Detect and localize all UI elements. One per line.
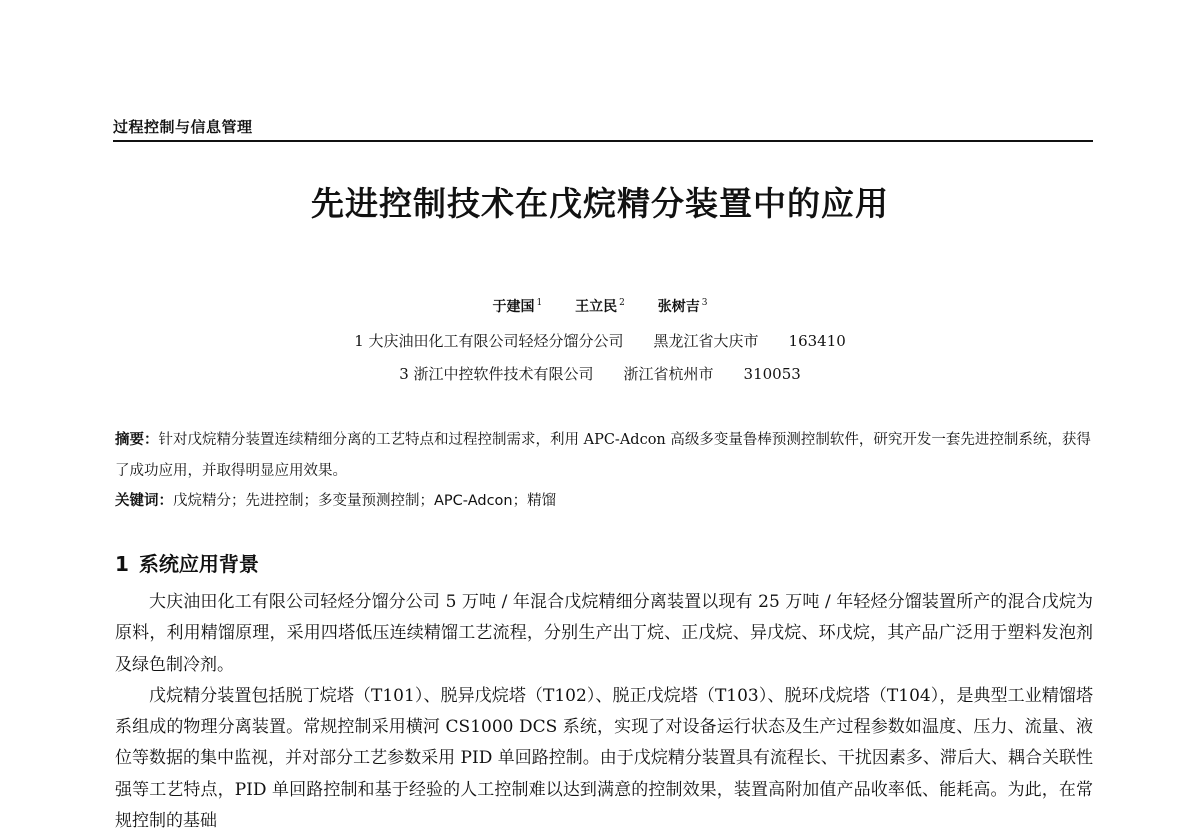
- author: 张树吉 $^3$: [657, 298, 708, 315]
- author-list: [0, 296, 1200, 316]
- affiliation-postcode: 163410: [788, 332, 846, 350]
- affiliation-location: 浙江省杭州市: [623, 365, 714, 383]
- affiliation-org: 1 大庆油田化工有限公司轻烃分馏分公司: [354, 332, 624, 350]
- keywords-label: 关键词：: [115, 493, 173, 509]
- keywords-text: 戊烷精分；先进控制；多变量预测控制；APC-Adcon；精馏: [173, 493, 557, 509]
- body-paragraph: 大庆油田化工有限公司轻烃分馏分公司 5 万吨 / 年混合戊烷精细分离装置以现有 25 万吨 / 年轻烃分馏装置所产的混合戊烷为原料，利用精馏原理，采用四塔低压连续精馏工艺流程，分别生产出丁烷、正戊烷、异戊烷、环戊烷，其产品广泛用于塑料发泡剂及绿色制冷剂。: [115, 592, 1093, 675]
- abstract-text: 针对戊烷精分装置连续精细分离的工艺特点和过程控制需求，利用 APC-Adcon 高级多变量鲁棒预测控制软件，研究开发一套先进控制系统，获得了成功应用，并取得明显应用效果。: [115, 432, 1091, 479]
- affiliation-org: 3 浙江中控软件技术有限公司: [399, 365, 594, 383]
- section-body: [115, 587, 1093, 837]
- affiliation: [0, 363, 1200, 384]
- header-rule: [113, 140, 1093, 142]
- section-title: 系统应用背景: [138, 552, 259, 576]
- abstract-label: 摘要：: [115, 432, 159, 448]
- body-paragraph: 戊烷精分装置包括脱丁烷塔（T101）、脱异戊烷塔（T102）、脱正戊烷塔（T103）、脱环戊烷塔（T104），是典型工业精馏塔系组成的物理分离装置。常规控制采用横河 CS1000 DCS 系统，实现了对设备运行状态及生产过程参数如温度、压力、流量、液位等数据的集中监视，并对部分工艺参数采用 PID 单回路控制。由于戊烷精分装置具有流程长、干扰因素多、滞后大、耦合关联性强等工艺特点，PID 单回路控制和基于经验的人工控制难以达到满意的控制效果，装置高附加值产品收率低、能耗高。为此，在常规控制的基础: [115, 685, 1093, 832]
- journal-section-tag: 过程控制与信息管理: [113, 118, 253, 136]
- abstract: [115, 425, 1093, 487]
- section-heading: [115, 548, 259, 577]
- affiliation-location: 黑龙江省大庆市: [653, 332, 759, 350]
- author: 王立民 $^2$: [575, 298, 625, 315]
- keywords: [115, 488, 1093, 514]
- paper-title: 先进控制技术在戊烷精分装置中的应用: [311, 184, 889, 223]
- affiliation: [0, 330, 1200, 351]
- section-number: 1: [115, 552, 129, 576]
- affiliation-postcode: 310053: [743, 365, 801, 383]
- author: 于建国 $^1$: [492, 298, 543, 315]
